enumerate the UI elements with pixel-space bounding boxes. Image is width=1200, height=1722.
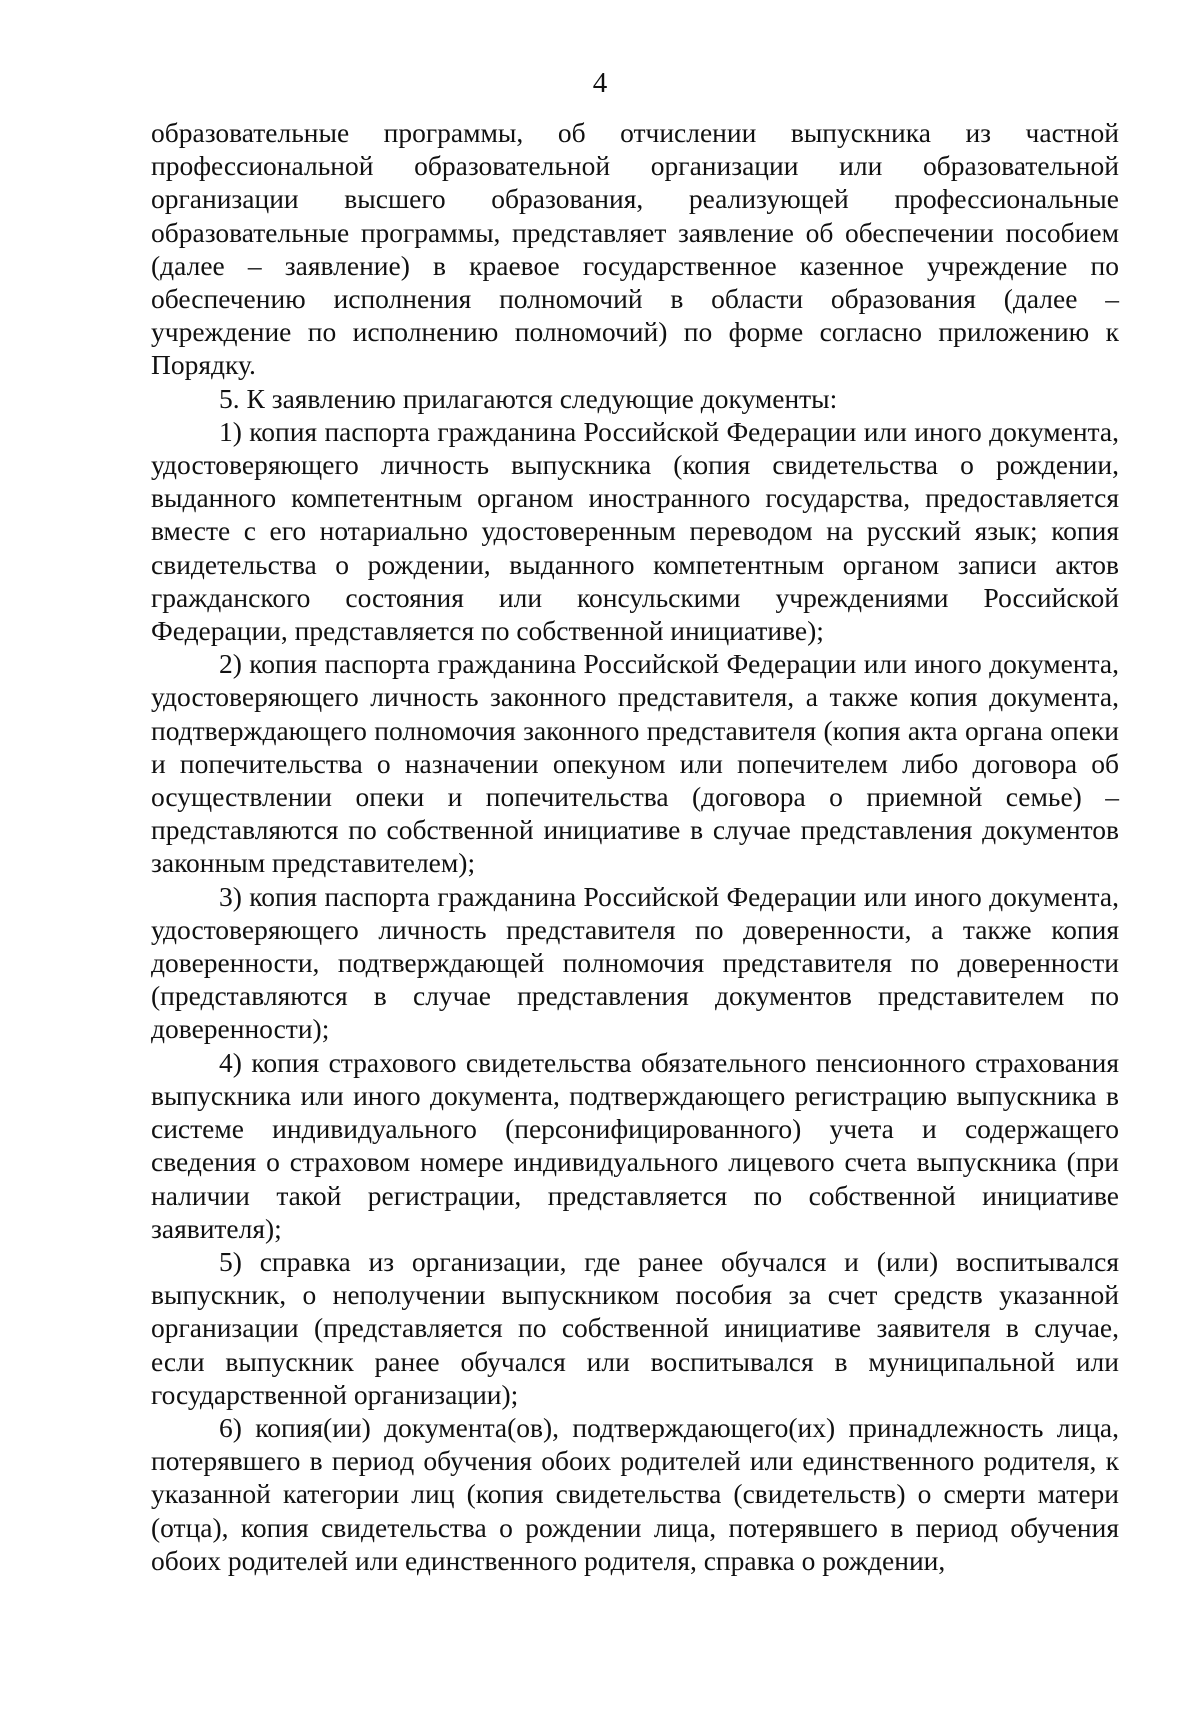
list-item-1: 1) копия паспорта гражданина Российской Федерации или иного документа, удостоверяющего личность выпускника (копия свидетельства о рождении, выданного компетентным органом иностранного государства, предоставляется вместе с его нотариально удостоверенным переводом на русский язык; копия свидетельства о рождении, выданного компетентным органом записи актов гражданского состояния или консульскими учреждениями Российской Федерации, представляется по собственной инициативе); (151, 415, 1119, 647)
list-item-3: 3) копия паспорта гражданина Российской Федерации или иного документа, удостоверяющего личность представителя по доверенности, а также копия доверенности, подтверждающей полномочия представителя по доверенности (представляются в случае представления документов представителем по доверенности); (151, 880, 1119, 1045)
list-item-5: 5) справка из организации, где ранее обучался и (или) воспитывался выпускник, о неполучении выпускником пособия за счет средств указанной организации (представляется по собственной инициативе заявителя в случае, если выпускник ранее обучался или воспитывался в муниципальной или государственной организации); (151, 1245, 1119, 1410)
list-item-6: 6) копия(ии) документа(ов), подтверждающего(их) принадлежность лица, потерявшего в период обучения обоих родителей или единственного родителя, к указанной категории лиц (копия свидетельства (свидетельств) о смерти матери (отца), копия свидетельства о рождении лица, потерявшего в период обучения обоих родителей или единственного родителя, справка о рождении, (151, 1411, 1119, 1576)
page-number: 4 (592, 67, 608, 99)
list-item-4: 4) копия страхового свидетельства обязательного пенсионного страхования выпускника или иного документа, подтверждающего регистрацию выпускника в системе индивидуального (персонифицированного) учета и содержащего сведения о страховом номере индивидуального лицевого счета выпускника (при наличии такой регистрации, представляется по собственной инициативе заявителя); (151, 1046, 1119, 1244)
document-body (151, 116, 1119, 1577)
paragraph-item-5: 5. К заявлению прилагаются следующие документы: (219, 382, 838, 414)
paragraph-continuation: образовательные программы, об отчислении выпускника из частной профессиональной образовательной организации или образовательной организации высшего образования, реализующей профессиональные образовательные программы, представляет заявление об обеспечении пособием (далее – заявление) в краевое государственное казенное учреждение по обеспечению исполнения полномочий в области образования (далее – учреждение по исполнению полномочий) по форме согласно приложению к Порядку. (151, 117, 1119, 381)
list-item-2: 2) копия паспорта гражданина Российской Федерации или иного документа, удостоверяющего личность законного представителя, а также копия документа, подтверждающего полномочия законного представителя (копия акта органа опеки и попечительства о назначении опекуном или попечителем либо договора об осуществлении опеки и попечительства (договора о приемной семье) – представляются по собственной инициативе в случае представления документов законным представителем); (151, 648, 1119, 879)
